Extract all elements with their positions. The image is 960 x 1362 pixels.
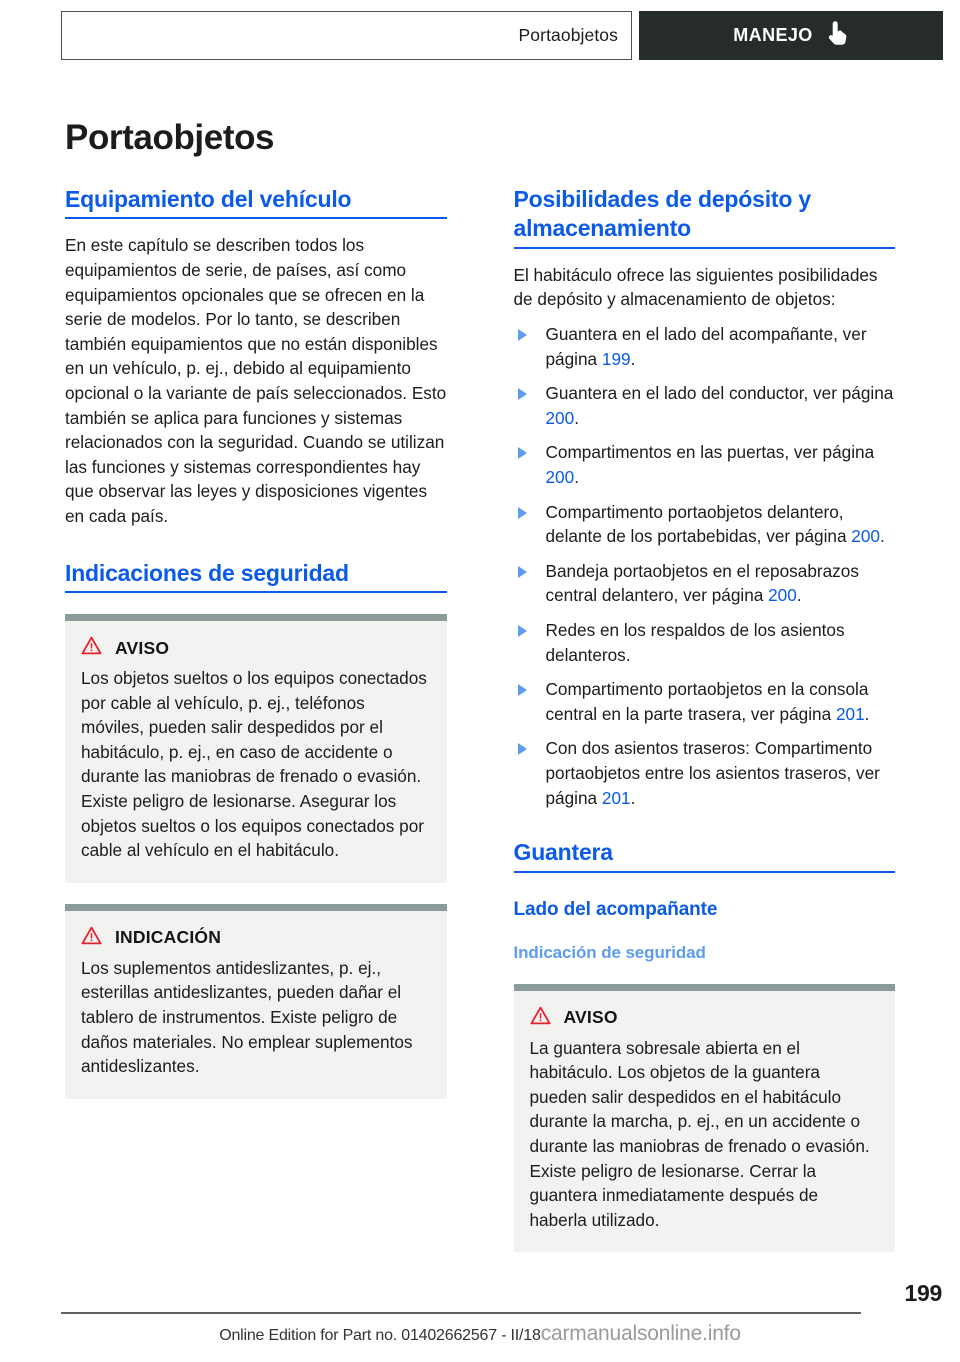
list-item [514,736,896,810]
footer-divider [61,1312,861,1314]
notice-title: AVISO [563,1007,618,1028]
list-item-text: Compartimento portaobjetos delantero, delante de los portabebidas, ver página [545,501,852,547]
triangle-bullet-icon [518,684,527,696]
header-section-box [639,11,943,60]
list-item-text: Compartimentos en las puertas, ver página [545,442,875,463]
list-item-text-suffix: . [796,585,802,606]
list-item-text-suffix: . [864,703,870,724]
triangle-bullet-icon [518,329,527,341]
notice-title: INDICACIÓN [115,927,222,948]
left-column [65,185,447,1252]
page-reference-link[interactable]: 200 [545,467,575,488]
notice-box-indicacion [65,904,447,1099]
footer-credit [0,1322,960,1346]
list-item-text-suffix: . [630,348,636,369]
page-reference-link[interactable]: 201 [601,787,631,808]
storage-options-list [514,322,896,810]
header-chapter-label: Portaobjetos [518,25,618,45]
triangle-bullet-icon [518,388,527,400]
notice-text: Los suplementos antideslizantes, p. ej., esterillas antideslizantes, pueden dañar el tablero de instrumentos. Existe peligro de daños materiales. No emplear suplementos antideslizantes. [81,957,413,1077]
notice-header [530,1006,880,1030]
section-heading-indicaciones-seguridad: Indicaciones de seguridad [65,559,447,593]
list-item [514,618,896,667]
notice-header [81,926,431,950]
page-reference-link[interactable]: 200 [768,585,797,606]
triangle-bullet-icon [518,507,527,519]
equipamiento-paragraph: En este capítulo se describen todos los equipamientos de serie, de países, así como equipamientos opcionales que se ofrecen en la serie de modelos. Por lo tanto, se describen también equipamientos que no están disponibles en un vehículo, p. ej., debido al equipamiento opcional o la variante de país seleccionados. Esto también se aplica para funciones y sistemas relacionados con la seguridad. Cuando se utilizan las funciones y sistemas correspondientes hay que observar las leyes y disposiciones vigentes en cada país. [65,235,447,526]
list-item-text-suffix: . [574,467,579,488]
header-chapter-box [61,11,632,60]
triangle-bullet-icon [518,743,527,755]
list-item-text: Compartimento portaobjetos en la consola central en la parte trasera, ver página [545,679,869,724]
page-reference-link[interactable]: 201 [835,703,865,724]
notice-box-aviso [65,614,447,883]
list-item [514,440,896,489]
page-reference-link[interactable]: 200 [851,526,880,547]
content-columns [65,185,895,1252]
subheading-lado-acompanante: Lado del acompañante [513,898,718,920]
list-item-text: Redes en los respaldos de los asientos delanteros. [545,620,845,665]
notice-text: La guantera sobresale abierta en el habitáculo. Los objetos de la guantera pueden salir despedidos en el habitáculo durante la marcha, p. ej., en un accidente o durante las maniobras de frenado o evasión. Existe peligro de lesionarse. Cerrar la guantera inmediatamente después de haberla utilizado. [529,1037,870,1230]
list-item-text: Bandeja portaobjetos en el reposabrazos central delantero, ver página [545,560,859,606]
page-reference-link[interactable]: 200 [545,407,575,428]
list-item-text: Con dos asientos traseros: Compartimento portaobjetos entre los asientos traseros, ver página [545,738,880,808]
header-section-label: MANEJO [733,25,813,45]
page-reference-link[interactable]: 199 [601,348,631,369]
warning-triangle-icon [81,926,102,950]
list-item-text-suffix: . [574,407,579,428]
triangle-bullet-icon [518,625,527,637]
list-item [514,559,896,608]
section-heading-guantera: Guantera [514,838,896,872]
posibilidades-intro: El habitáculo ofrece las siguientes posibilidades de depósito y almacenamiento de objetos: [513,264,878,310]
section-heading-equipamiento: Equipamiento del vehículo [65,185,447,219]
triangle-bullet-icon [518,566,527,578]
page-number: 199 [904,1280,942,1306]
notice-header [81,636,431,660]
running-header [61,11,943,60]
section-heading-posibilidades: Posibilidades de depósito y almacenamiento [514,185,896,249]
subheading-indicacion-seguridad: Indicación de seguridad [513,942,706,962]
list-item [514,500,896,549]
warning-triangle-icon [81,636,102,660]
list-item [514,381,896,430]
footer-watermark: carmanualsonline.info [540,1322,741,1345]
triangle-bullet-icon [518,447,527,459]
list-item-text-suffix: . [879,526,885,547]
notice-text: Los objetos sueltos o los equipos conectados por cable al vehículo, p. ej., teléfonos móviles, pueden salir despedidos por el habitáculo, p. ej., en caso de accidente o durante las maniobras de frenado o evasión. Existe peligro de lesionarse. Asegurar los objetos sueltos o los equipos conectados por cable al vehículo en el habitáculo. [81,668,427,861]
warning-triangle-icon [530,1006,551,1030]
footer-credit-text: Online Edition for Part no. 01402662567 - II/18 [219,1327,541,1344]
list-item-text-suffix: . [630,787,636,808]
list-item [514,322,896,371]
list-item-text: Guantera en el lado del conductor, ver página [545,383,894,404]
notice-title: AVISO [115,637,170,658]
list-item [514,677,896,726]
hand-pointing-icon [827,20,849,51]
right-column [514,185,896,1252]
list-item-text: Guantera en el lado del acompañante, ver página [545,324,867,369]
page-title: Portaobjetos [65,118,275,158]
notice-box-guantera-aviso [514,984,896,1253]
